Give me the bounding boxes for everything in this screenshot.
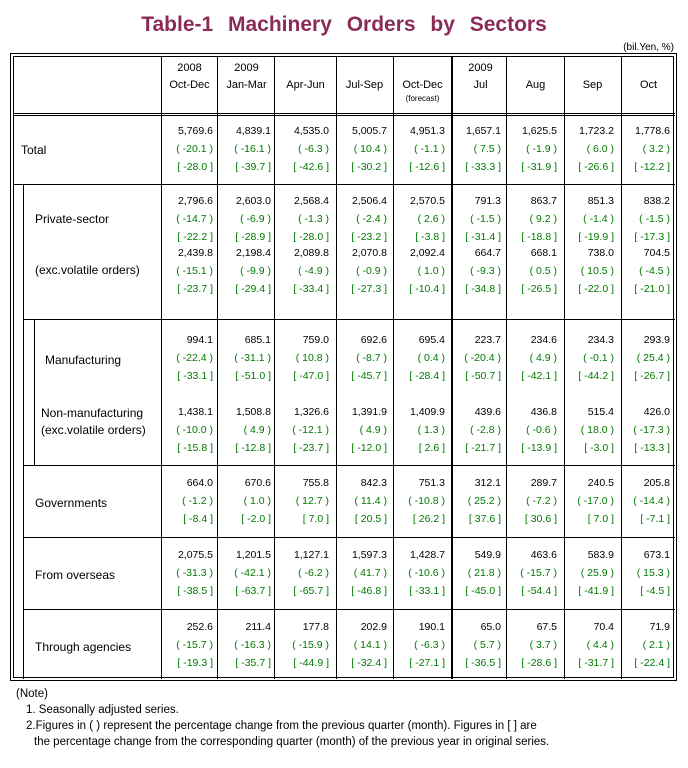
note-2-continued: the percentage change from the corresponding quarter (month) of the previous year in original series.	[34, 736, 550, 748]
row-label-text: From overseas	[35, 568, 116, 582]
change-year-on-year: [ -65.7 ]	[293, 585, 329, 597]
change-year-on-year: [ 30.6 ]	[524, 513, 557, 525]
change-year-on-year: [ 7.0 ]	[302, 513, 329, 525]
column-header-period: Oct-Dec	[402, 79, 443, 91]
change-from-previous: ( 4.4 )	[586, 639, 614, 651]
change-from-previous: ( 0.4 )	[417, 352, 445, 364]
note-1: 1. Seasonally adjusted series.	[26, 704, 179, 716]
change-year-on-year: [ -18.8 ]	[521, 231, 557, 243]
row-label	[35, 495, 107, 512]
change-year-on-year: [ -29.4 ]	[235, 283, 271, 295]
change-from-previous: ( -1.1 )	[414, 143, 445, 155]
column-header-period: Jan-Mar	[226, 79, 267, 91]
change-from-previous: ( -15.9 )	[292, 639, 329, 651]
row-label	[21, 142, 46, 159]
change-from-previous: ( -1.3 )	[298, 213, 329, 225]
change-year-on-year: [ -28.0 ]	[293, 231, 329, 243]
change-year-on-year: [ -23.7 ]	[293, 442, 329, 454]
change-year-on-year: [ -12.6 ]	[409, 161, 445, 173]
change-year-on-year: [ -13.9 ]	[521, 442, 557, 454]
change-from-previous: ( -12.1 )	[292, 424, 329, 436]
change-year-on-year: [ -46.8 ]	[351, 585, 387, 597]
change-year-on-year: [ -28.6 ]	[521, 657, 557, 669]
change-from-previous: ( 2.6 )	[417, 213, 445, 225]
change-year-on-year: [ -12.8 ]	[235, 442, 271, 454]
order-value: 234.6	[530, 334, 557, 346]
change-year-on-year: [ 20.5 ]	[354, 513, 387, 525]
order-value: 685.1	[244, 334, 271, 346]
change-from-previous: ( 41.7 )	[353, 567, 387, 579]
row-label-text: Governments	[35, 496, 108, 510]
order-value: 4,951.3	[409, 125, 445, 137]
change-from-previous: ( -6.9 )	[240, 213, 271, 225]
order-value: 1,723.2	[578, 125, 614, 137]
header-divider	[14, 115, 675, 116]
change-year-on-year: [ -27.1 ]	[409, 657, 445, 669]
change-from-previous: ( -1.5 )	[470, 213, 501, 225]
order-value: 293.9	[643, 334, 670, 346]
change-from-previous: ( -1.9 )	[526, 143, 557, 155]
change-from-previous: ( -31.1 )	[234, 352, 271, 364]
order-value: 211.4	[245, 621, 271, 633]
column-header-period: Jul	[473, 79, 488, 91]
order-value: 2,075.5	[177, 549, 213, 561]
column-header-year	[566, 60, 619, 77]
change-from-previous: ( -6.3 )	[414, 639, 445, 651]
order-value: 312.1	[474, 477, 501, 489]
order-value: 664.7	[474, 247, 501, 259]
order-value: 190.1	[418, 621, 445, 633]
change-from-previous: ( -0.1 )	[583, 352, 614, 364]
change-from-previous: ( -9.9 )	[240, 265, 271, 277]
column-header-period: Oct	[639, 79, 658, 91]
row-label	[35, 567, 115, 584]
change-year-on-year: [ -42.6 ]	[293, 161, 329, 173]
change-year-on-year: [ -45.7 ]	[351, 370, 387, 382]
change-year-on-year: [ -19.9 ]	[578, 231, 614, 243]
change-from-previous: ( 21.8 )	[467, 567, 501, 579]
order-value: 1,438.1	[177, 406, 213, 418]
change-from-previous: ( -17.0 )	[577, 495, 614, 507]
order-value: 1,625.5	[521, 125, 557, 137]
order-value: 670.6	[244, 477, 271, 489]
change-from-previous: ( -20.1 )	[176, 143, 213, 155]
change-from-previous: ( -6.3 )	[298, 143, 329, 155]
change-from-previous: ( -4.5 )	[639, 265, 670, 277]
order-value: 223.7	[474, 334, 501, 346]
order-value: 202.9	[360, 621, 387, 633]
change-year-on-year: [ -35.7 ]	[235, 657, 271, 669]
row-divider	[23, 537, 675, 538]
change-from-previous: ( 4.9 )	[243, 424, 271, 436]
order-value: 1,201.5	[235, 549, 271, 561]
change-year-on-year: [ -26.7 ]	[634, 370, 670, 382]
order-value: 692.6	[360, 334, 387, 346]
change-from-previous: ( 25.4 )	[636, 352, 670, 364]
order-value: 1,778.6	[634, 125, 670, 137]
column-header-year	[622, 60, 675, 77]
change-year-on-year: [ -28.9 ]	[235, 231, 271, 243]
table-title: Table-1 Machinery Orders by Sectors	[141, 13, 547, 36]
change-year-on-year: [ 26.2 ]	[412, 513, 445, 525]
order-value: 994.1	[186, 334, 213, 346]
column-header-year	[279, 60, 332, 77]
row-label-text: (exc.volatile orders)	[35, 263, 140, 277]
change-year-on-year: [ -32.4 ]	[351, 657, 387, 669]
row-label	[45, 352, 121, 369]
change-from-previous: ( -14.7 )	[176, 213, 213, 225]
change-year-on-year: [ -21.7 ]	[465, 442, 501, 454]
change-year-on-year: [ -31.9 ]	[521, 161, 557, 173]
change-from-previous: ( -4.9 )	[298, 265, 329, 277]
change-year-on-year: [ -47.0 ]	[293, 370, 329, 382]
column-header-period: Oct-Dec	[169, 79, 210, 91]
column-header	[566, 60, 619, 94]
column-header-period: Jul-Sep	[345, 79, 384, 91]
order-value: 1,597.3	[351, 549, 387, 561]
order-value: 1,391.9	[351, 406, 387, 418]
change-year-on-year: [ -38.5 ]	[177, 585, 213, 597]
order-value: 4,535.0	[293, 125, 329, 137]
order-value: 1,326.6	[293, 406, 329, 418]
change-from-previous: ( 9.2 )	[529, 213, 557, 225]
change-from-previous: ( 25.2 )	[467, 495, 501, 507]
order-value: 67.5	[536, 621, 557, 633]
order-value: 1,127.1	[293, 549, 329, 561]
row-label-text: Non-manufacturing	[41, 406, 144, 420]
change-year-on-year: [ -27.3 ]	[351, 283, 387, 295]
change-year-on-year: [ -17.3 ]	[634, 231, 670, 243]
order-value: 2,092.4	[409, 247, 445, 259]
change-from-previous: ( 2.1 )	[642, 639, 670, 651]
change-from-previous: ( 7.5 )	[473, 143, 501, 155]
change-year-on-year: [ -3.8 ]	[415, 231, 445, 243]
column-header-period: Sep	[582, 79, 603, 91]
change-year-on-year: [ -42.1 ]	[521, 370, 557, 382]
change-year-on-year: [ -21.0 ]	[634, 283, 670, 295]
change-year-on-year: [ -28.4 ]	[409, 370, 445, 382]
change-year-on-year: [ -12.0 ]	[351, 442, 387, 454]
change-from-previous: ( -1.5 )	[639, 213, 670, 225]
order-value: 177.8	[302, 621, 329, 633]
order-value: 704.5	[643, 247, 670, 259]
change-year-on-year: [ -44.9 ]	[293, 657, 329, 669]
row-label-text: Total	[21, 143, 47, 157]
change-year-on-year: [ -22.2 ]	[177, 231, 213, 243]
column-header-year	[396, 60, 449, 77]
header-divider	[14, 113, 675, 114]
order-value: 240.5	[587, 477, 614, 489]
order-value: 2,568.4	[293, 195, 329, 207]
change-from-previous: ( 6.0 )	[586, 143, 614, 155]
change-year-on-year: [ -22.0 ]	[578, 283, 614, 295]
change-from-previous: ( 10.8 )	[295, 352, 329, 364]
order-value: 5,769.6	[177, 125, 213, 137]
change-from-previous: ( -15.7 )	[520, 567, 557, 579]
order-value: 4,839.1	[235, 125, 271, 137]
row-label	[35, 262, 140, 279]
change-from-previous: ( 3.2 )	[642, 143, 670, 155]
order-value: 851.3	[587, 195, 614, 207]
column-header-year	[338, 60, 391, 77]
change-year-on-year: [ -44.2 ]	[578, 370, 614, 382]
change-from-previous: ( -6.2 )	[298, 567, 329, 579]
change-from-previous: ( 4.9 )	[529, 352, 557, 364]
order-value: 1,657.1	[465, 125, 501, 137]
change-year-on-year: [ -26.6 ]	[578, 161, 614, 173]
change-from-previous: ( 11.4 )	[354, 495, 387, 507]
change-from-previous: ( 10.5 )	[580, 265, 614, 277]
order-value: 2,070.8	[351, 247, 387, 259]
change-year-on-year: [ -23.7 ]	[177, 283, 213, 295]
column-header-year: 2009	[234, 62, 259, 74]
change-year-on-year: [ -10.4 ]	[409, 283, 445, 295]
order-value: 673.1	[643, 549, 670, 561]
change-year-on-year: [ -63.7 ]	[235, 585, 271, 597]
order-value: 2,198.4	[235, 247, 271, 259]
machinery-orders-table	[10, 53, 677, 681]
change-from-previous: ( -9.3 )	[470, 265, 501, 277]
change-from-previous: ( -10.8 )	[408, 495, 445, 507]
column-header	[622, 60, 675, 94]
change-year-on-year: [ -54.4 ]	[521, 585, 557, 597]
change-year-on-year: [ -3.0 ]	[584, 442, 614, 454]
column-header	[396, 60, 449, 104]
change-from-previous: ( 18.0 )	[580, 424, 614, 436]
change-from-previous: ( -16.3 )	[234, 639, 271, 651]
row-label-text: Manufacturing	[45, 353, 122, 367]
change-from-previous: ( -15.1 )	[176, 265, 213, 277]
column-header-period: Aug	[525, 79, 546, 91]
order-value: 234.3	[587, 334, 614, 346]
unit-label: (bil.Yen, %)	[623, 42, 674, 53]
order-value: 751.3	[418, 477, 445, 489]
change-from-previous: ( 25.9 )	[580, 567, 614, 579]
column-header	[163, 60, 216, 94]
change-from-previous: ( 5.7 )	[473, 639, 501, 651]
column-header-year: 2008	[177, 62, 202, 74]
change-from-previous: ( 4.9 )	[359, 424, 387, 436]
change-year-on-year: [ -30.2 ]	[351, 161, 387, 173]
order-value: 70.4	[593, 621, 614, 633]
change-year-on-year: [ -26.5 ]	[521, 283, 557, 295]
note-2: 2.Figures in ( ) represent the percentage change from the previous quarter (month). Figures in [ ] are	[26, 720, 537, 732]
order-value: 436.8	[530, 406, 557, 418]
change-from-previous: ( 15.3 )	[636, 567, 670, 579]
change-from-previous: ( -15.7 )	[176, 639, 213, 651]
order-value: 838.2	[643, 195, 670, 207]
change-from-previous: ( 1.3 )	[417, 424, 445, 436]
change-year-on-year: [ -31.4 ]	[465, 231, 501, 243]
change-year-on-year: [ -33.1 ]	[177, 370, 213, 382]
change-year-on-year: [ -33.3 ]	[465, 161, 501, 173]
change-from-previous: ( -0.9 )	[356, 265, 387, 277]
change-from-previous: ( -2.8 )	[470, 424, 501, 436]
change-from-previous: ( 14.1 )	[353, 639, 387, 651]
order-value: 738.0	[587, 247, 614, 259]
change-year-on-year: [ -39.7 ]	[235, 161, 271, 173]
change-from-previous: ( 1.0 )	[243, 495, 271, 507]
change-from-previous: ( -0.6 )	[526, 424, 557, 436]
order-value: 289.7	[530, 477, 557, 489]
change-from-previous: ( -10.6 )	[408, 567, 445, 579]
change-from-previous: ( 3.7 )	[529, 639, 557, 651]
change-from-previous: ( -8.7 )	[356, 352, 387, 364]
order-value: 842.3	[360, 477, 387, 489]
order-value: 1,409.9	[409, 406, 445, 418]
change-year-on-year: [ -50.7 ]	[465, 370, 501, 382]
order-value: 1,508.8	[235, 406, 271, 418]
change-from-previous: ( -2.4 )	[356, 213, 387, 225]
column-header-note: (forecast)	[405, 94, 440, 103]
order-value: 791.3	[474, 195, 501, 207]
row-label-subtext: (exc.volatile orders)	[41, 423, 146, 437]
order-value: 863.7	[530, 195, 557, 207]
column-header-year: 2009	[468, 62, 493, 74]
column-header-period: Apr-Jun	[286, 79, 325, 91]
column-header	[279, 60, 332, 94]
column-header	[509, 60, 562, 94]
row-divider	[23, 609, 675, 610]
change-year-on-year: [ -34.8 ]	[465, 283, 501, 295]
change-year-on-year: [ -19.3 ]	[177, 657, 213, 669]
order-value: 549.9	[474, 549, 501, 561]
order-value: 583.9	[587, 549, 614, 561]
change-from-previous: ( 0.5 )	[529, 265, 557, 277]
order-value: 463.6	[530, 549, 557, 561]
change-from-previous: ( -17.3 )	[633, 424, 670, 436]
order-value: 515.4	[587, 406, 614, 418]
change-year-on-year: [ -36.5 ]	[465, 657, 501, 669]
order-value: 2,796.6	[177, 195, 213, 207]
change-year-on-year: [ 2.6 ]	[418, 442, 445, 454]
change-year-on-year: [ -41.9 ]	[578, 585, 614, 597]
change-from-previous: ( -22.4 )	[176, 352, 213, 364]
order-value: 65.0	[480, 621, 501, 633]
table-inner-frame	[13, 56, 674, 678]
row-label-text: Through agencies	[35, 640, 132, 654]
change-from-previous: ( -20.4 )	[464, 352, 501, 364]
change-year-on-year: [ -45.0 ]	[465, 585, 501, 597]
change-year-on-year: [ -33.4 ]	[293, 283, 329, 295]
row-label	[41, 405, 146, 439]
column-header-year	[509, 60, 562, 77]
change-from-previous: ( 10.4 )	[353, 143, 387, 155]
column-header	[338, 60, 391, 94]
order-value: 71.9	[649, 621, 670, 633]
row-divider	[14, 184, 675, 185]
order-value: 695.4	[418, 334, 445, 346]
column-header	[220, 60, 273, 94]
change-year-on-year: [ -23.2 ]	[351, 231, 387, 243]
order-value: 755.8	[302, 477, 329, 489]
change-year-on-year: [ 7.0 ]	[587, 513, 614, 525]
change-year-on-year: [ -7.1 ]	[640, 513, 670, 525]
order-value: 1,428.7	[409, 549, 445, 561]
indent-divider	[23, 184, 24, 679]
change-year-on-year: [ -31.7 ]	[578, 657, 614, 669]
change-year-on-year: [ -33.1 ]	[409, 585, 445, 597]
change-year-on-year: [ -8.4 ]	[183, 513, 213, 525]
notes-section	[16, 686, 549, 750]
change-from-previous: ( -10.0 )	[176, 424, 213, 436]
change-year-on-year: [ -15.8 ]	[177, 442, 213, 454]
row-divider	[23, 465, 675, 466]
change-from-previous: ( -1.2 )	[182, 495, 213, 507]
indent-divider	[34, 319, 35, 465]
change-from-previous: ( -16.1 )	[234, 143, 271, 155]
change-year-on-year: [ -28.0 ]	[177, 161, 213, 173]
change-year-on-year: [ -4.5 ]	[640, 585, 670, 597]
order-value: 426.0	[643, 406, 670, 418]
order-value: 2,603.0	[235, 195, 271, 207]
change-year-on-year: [ 37.6 ]	[468, 513, 501, 525]
order-value: 759.0	[302, 334, 329, 346]
order-value: 2,506.4	[351, 195, 387, 207]
change-year-on-year: [ -22.4 ]	[634, 657, 670, 669]
change-from-previous: ( -42.1 )	[234, 567, 271, 579]
change-from-previous: ( -31.3 )	[176, 567, 213, 579]
order-value: 2,439.8	[177, 247, 213, 259]
row-label	[35, 639, 131, 656]
row-label	[35, 211, 109, 228]
change-year-on-year: [ -13.3 ]	[634, 442, 670, 454]
order-value: 252.6	[186, 621, 213, 633]
order-value: 439.6	[474, 406, 501, 418]
column-header	[454, 60, 507, 94]
change-from-previous: ( 1.0 )	[417, 265, 445, 277]
change-from-previous: ( -1.4 )	[583, 213, 614, 225]
row-divider	[23, 319, 675, 320]
change-from-previous: ( 12.7 )	[295, 495, 329, 507]
change-year-on-year: [ -51.0 ]	[235, 370, 271, 382]
order-value: 205.8	[643, 477, 670, 489]
order-value: 664.0	[186, 477, 213, 489]
change-year-on-year: [ -12.2 ]	[634, 161, 670, 173]
order-value: 2,089.8	[293, 247, 329, 259]
change-from-previous: ( -7.2 )	[526, 495, 557, 507]
row-label-text: Private-sector	[35, 212, 110, 226]
order-value: 5,005.7	[351, 125, 387, 137]
change-year-on-year: [ -2.0 ]	[241, 513, 271, 525]
order-value: 2,570.5	[409, 195, 445, 207]
note-heading: (Note)	[16, 688, 48, 700]
order-value: 668.1	[530, 247, 557, 259]
change-from-previous: ( -14.4 )	[633, 495, 670, 507]
